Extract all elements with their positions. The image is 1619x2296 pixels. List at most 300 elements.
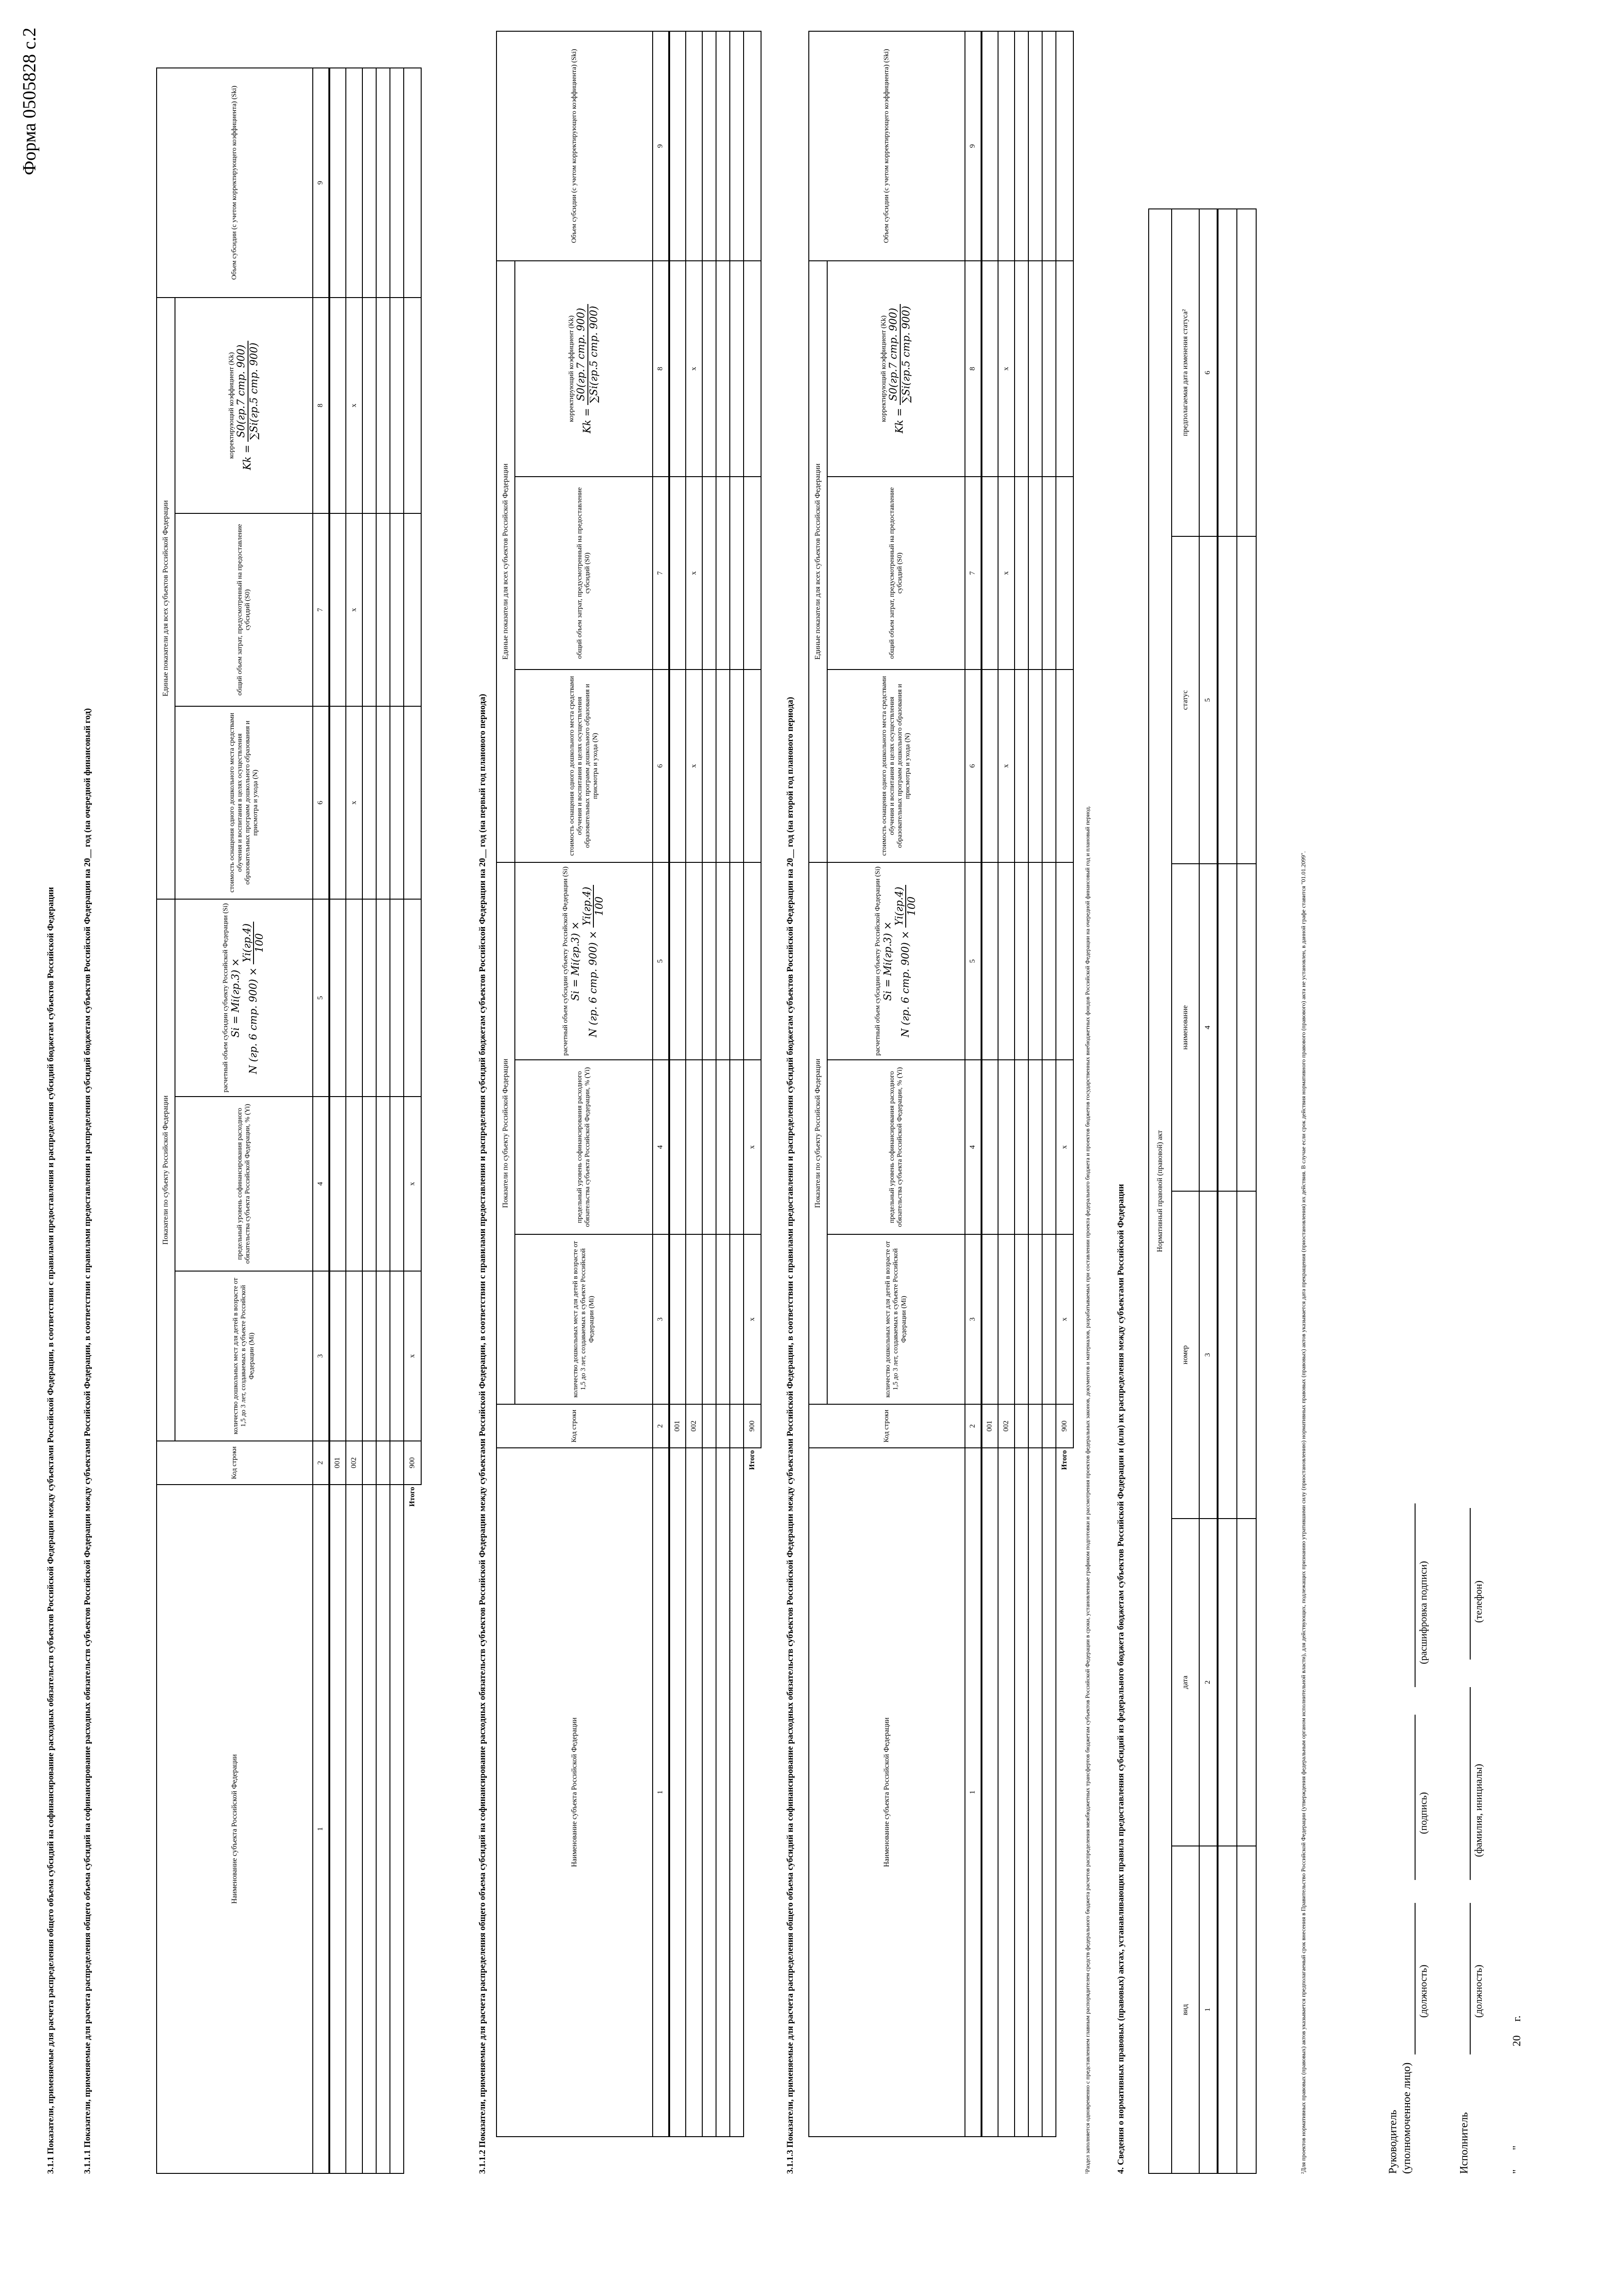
- x-mark: х: [404, 1271, 421, 1441]
- column-number: 6: [653, 670, 669, 862]
- data-cell[interactable]: [730, 1060, 744, 1234]
- data-cell[interactable]: [329, 899, 346, 1097]
- data-cell[interactable]: [686, 1234, 702, 1404]
- total-code: 900: [744, 1404, 761, 1448]
- data-cell[interactable]: [1028, 670, 1042, 862]
- correction-coef-header: [515, 261, 653, 477]
- data-cell[interactable]: [716, 1448, 730, 2137]
- subsidy-volume-header: Объем субсидии (с учетом корректирующего коэффициента) (Ski): [157, 68, 313, 298]
- formula-part: Kk =: [894, 408, 906, 433]
- data-cell[interactable]: [702, 1404, 716, 1448]
- data-cell[interactable]: [1015, 31, 1028, 261]
- t4-cell[interactable]: [1237, 1846, 1256, 2173]
- t4-cell[interactable]: [1218, 1846, 1237, 2173]
- column-number: 9: [653, 31, 669, 261]
- data-cell[interactable]: [669, 1060, 686, 1234]
- total-cell[interactable]: [744, 477, 761, 670]
- cofinancing-level-header: предельный уровень софинансирования расходного обязательства субъекта Российской Федерации, % (Yi): [515, 1060, 653, 1234]
- t4-cell[interactable]: [1237, 1519, 1256, 1846]
- calc-subsidy-formula: [882, 865, 918, 1058]
- data-cell[interactable]: [730, 261, 744, 477]
- data-cell[interactable]: [1028, 477, 1042, 670]
- data-cell[interactable]: [390, 1441, 404, 1485]
- data-cell[interactable]: [376, 68, 390, 298]
- data-cell[interactable]: [716, 862, 730, 1060]
- formula-denominator: ∑Si(гр.5 стр. 900): [588, 306, 600, 403]
- t4-cell[interactable]: [1237, 864, 1256, 1191]
- section-3-1-1-title: 3.1.1 Показатели, применяемые для расчета распределения общего объема субсидий на софинансирование расходных обязательств субъектов Российской Федерации между субъектами Российской Федерации, в соответствии с правилами предоставления и распределения субсидий бюджетам субъектов Российской Федерации: [46, 887, 56, 2174]
- data-cell[interactable]: [702, 261, 716, 477]
- formula-part: N (гр. 6 стр. 900) ×: [248, 967, 259, 1074]
- data-cell[interactable]: [730, 1404, 744, 1448]
- data-cell[interactable]: [702, 477, 716, 670]
- t4-num: 4: [1199, 864, 1218, 1191]
- data-cell[interactable]: [376, 513, 390, 706]
- column-number: 7: [313, 513, 329, 706]
- data-cell[interactable]: [669, 261, 686, 477]
- data-cell[interactable]: [1015, 477, 1028, 670]
- data-cell[interactable]: [1042, 261, 1056, 477]
- data-cell[interactable]: [716, 477, 730, 670]
- data-cell[interactable]: [376, 298, 390, 513]
- formula-fraction: [242, 922, 266, 964]
- formula-part: N (гр. 6 стр. 900) ×: [900, 930, 912, 1037]
- decode-caption: (расшифровка подписи): [1417, 1561, 1429, 1664]
- data-cell[interactable]: [982, 31, 998, 261]
- total-code: 900: [1056, 1404, 1073, 1448]
- subsidy-volume-header: Объем субсидии (с учетом корректирующего коэффициента) (Ski): [496, 31, 653, 261]
- data-cell[interactable]: [1042, 1448, 1056, 2137]
- table-2-title: 3.1.1.2 Показатели, применяемые для расчета распределения общего объема субсидий на софинансирование расходных обязательств субъектов Российской Федерации между субъектами Российской Федерации, в соответствии с правилами предоставления и распределения субсидий бюджетам субъектов Российской Федерации на 20__ год (на первый год планового периода): [478, 694, 487, 2174]
- data-cell[interactable]: [982, 1234, 998, 1404]
- correction-coef-title: корректирующий коэффициент (Kk): [568, 315, 575, 422]
- formula-denominator: ∑Si(гр.5 стр. 900): [900, 306, 912, 403]
- data-cell[interactable]: [716, 261, 730, 477]
- total-costs-header: общий объем затрат, предусмотренный на предоставление субсидий (S0): [515, 477, 653, 670]
- footnote-2: ²Для проектов нормативных правовых (правовых) актов указывается предполагаемый срок внесения в Правительство Российской Федерации (утверждения федеральным органом исполнительной власти), для действующих, подлежащих признанию утратившими силу (приостановлению) нормативных правовых (правовых) актов указывается дата прекращения (приостановления) их действия. В случае если срок действия нормативного правового (правового) акта не установлен, в данной графе ставится "01.01.2099".: [1300, 851, 1307, 2174]
- data-cell[interactable]: [1015, 1060, 1028, 1234]
- formula-numerator: S0(гр.7 стр. 900): [888, 304, 900, 405]
- data-cell[interactable]: [1042, 1404, 1056, 1448]
- places-count-header: количество дошкольных мест для детей в возрасте от 1,5 до 3 лет, создаваемых в субъекте Российской Федерации (Mi): [515, 1234, 653, 1404]
- equipment-cost-header: стоимость оснащения одного дошкольного места средствами обучения и воспитания в целях осуществления образовательных программ дошкольного образования и присмотра и ухода (N): [515, 670, 653, 862]
- data-cell[interactable]: [702, 1448, 716, 2137]
- column-number: 5: [965, 862, 982, 1060]
- t4-cell[interactable]: [1218, 209, 1237, 536]
- data-cell[interactable]: [1042, 670, 1056, 862]
- subsidy-volume-header: Объем субсидии (с учетом корректирующего коэффициента) (Ski): [809, 31, 965, 261]
- t4-cell[interactable]: [1218, 1191, 1237, 1519]
- formula-denominator: 100: [906, 896, 918, 916]
- column-number: 2: [965, 1404, 982, 1448]
- data-cell[interactable]: [362, 513, 376, 706]
- total-cell[interactable]: [404, 298, 421, 513]
- data-cell[interactable]: [1042, 1060, 1056, 1234]
- data-cell[interactable]: [390, 706, 404, 899]
- x-mark: х: [998, 670, 1015, 862]
- table-2: [496, 31, 762, 2137]
- column-number: 3: [313, 1271, 329, 1441]
- data-cell[interactable]: [730, 31, 744, 261]
- t4-num: 2: [1199, 1519, 1218, 1846]
- data-cell[interactable]: [669, 862, 686, 1060]
- t4-cell[interactable]: [1237, 536, 1256, 864]
- data-cell[interactable]: [716, 1234, 730, 1404]
- form-number: Форма 0505828 с.2: [19, 28, 39, 175]
- total-cell[interactable]: [404, 706, 421, 899]
- data-cell[interactable]: [669, 477, 686, 670]
- column-number: 3: [653, 1234, 669, 1404]
- x-mark: х: [744, 1234, 761, 1404]
- subject-name-header: Наименование субъекта Российской Федерации: [157, 1485, 313, 2173]
- total-cell[interactable]: [744, 670, 761, 862]
- x-mark: х: [1056, 1234, 1073, 1404]
- subject-name-cell[interactable]: [346, 1485, 362, 2173]
- data-cell[interactable]: [376, 899, 390, 1097]
- data-cell[interactable]: [730, 1234, 744, 1404]
- data-cell[interactable]: [362, 68, 376, 298]
- row-code: 001: [982, 1404, 998, 1448]
- subject-indicators-header: Показатели по субъекту Российской Федерации: [157, 899, 175, 1441]
- formula-denominator: 100: [254, 933, 266, 953]
- data-cell[interactable]: [1042, 477, 1056, 670]
- t4-cell[interactable]: [1218, 864, 1237, 1191]
- row-code-header: Код строки: [809, 1404, 965, 1448]
- data-cell[interactable]: [1028, 261, 1042, 477]
- data-cell[interactable]: [346, 68, 362, 298]
- common-indicators-header: Единые показатели для всех субъектов Российской Федерации: [157, 298, 175, 899]
- head-label: Руководитель: [1387, 2110, 1399, 2174]
- column-number: 1: [313, 1485, 329, 2173]
- data-cell[interactable]: [1028, 1404, 1042, 1448]
- total-cell[interactable]: [1056, 670, 1073, 862]
- data-cell[interactable]: [376, 1485, 390, 2173]
- footnote-1: ¹Раздел заполняется одновременно с представлением главным распорядителем средств федерального бюджета расчетов распределения межбюджетных трансфертов бюджетам субъектов Российской Федерации в сроки, установленные графиком подготовки и рассмотрения проектов федеральных законов, документов и материалов, разрабатываемых при составлении проекта федерального бюджета и проектов бюджетов государственных внебюджетных фондов Российской Федерации на очередной финансовый год и плановый период.: [1084, 805, 1091, 2174]
- table-1-title: 3.1.1.1 Показатели, применяемые для расчета распределения общего объема субсидий на софинансирование расходных обязательств субъектов Российской Федерации между субъектами Российской Федерации, в соответствии с правилами предоставления и распределения субсидий бюджетам субъектов Российской Федерации на 20__ год (на очередной финансовый год): [83, 708, 92, 2174]
- subject-name-cell[interactable]: [329, 1485, 346, 2173]
- calc-subsidy-header: [827, 862, 965, 1060]
- calc-subsidy-title: расчетный объем субсидии субъекту Российской Федерации (Si): [222, 903, 230, 1092]
- total-costs-header: общий объем затрат, предусмотренный на предоставление субсидий (S0): [175, 513, 313, 706]
- data-cell[interactable]: [730, 477, 744, 670]
- executor-position-line[interactable]: [1470, 1903, 1471, 2054]
- correction-coef-formula: [888, 263, 912, 474]
- data-cell[interactable]: [362, 1441, 376, 1485]
- total-cell[interactable]: [404, 513, 421, 706]
- data-cell[interactable]: [686, 862, 702, 1060]
- row-code: 002: [686, 1404, 702, 1448]
- fio-caption: (фамилия, инициалы): [1472, 1764, 1484, 1857]
- common-indicators-header: Единые показатели для всех субъектов Российской Федерации: [496, 261, 515, 862]
- t4-col-kind: вид: [1172, 1846, 1199, 2173]
- column-number: 2: [653, 1404, 669, 1448]
- column-number: 5: [653, 862, 669, 1060]
- data-cell[interactable]: [730, 1448, 744, 2137]
- date-line[interactable]: " " 20 г.: [1511, 2015, 1523, 2174]
- places-count-header: количество дошкольных мест для детей в возрасте от 1,5 до 3 лет, создаваемых в субъекте Российской Федерации (Mi): [827, 1234, 965, 1404]
- formula-part: Kk =: [242, 445, 254, 470]
- column-number: 5: [313, 899, 329, 1097]
- column-number: 2: [313, 1441, 329, 1485]
- data-cell[interactable]: [329, 706, 346, 899]
- data-cell[interactable]: [376, 1441, 390, 1485]
- data-cell[interactable]: [716, 31, 730, 261]
- t4-cell[interactable]: [1237, 1191, 1256, 1519]
- data-cell[interactable]: [329, 298, 346, 513]
- x-mark: х: [346, 513, 362, 706]
- total-cell[interactable]: [744, 261, 761, 477]
- t4-num: 3: [1199, 1191, 1218, 1519]
- equipment-cost-header: стоимость оснащения одного дошкольного места средствами обучения и воспитания в целях осуществления образовательных программ дошкольного образования и присмотра и ухода (N): [175, 706, 313, 899]
- data-cell[interactable]: [362, 298, 376, 513]
- common-indicators-header: Единые показатели для всех субъектов Российской Федерации: [809, 261, 827, 862]
- correction-coef-header: [175, 298, 313, 513]
- x-mark: х: [1056, 1060, 1073, 1234]
- subject-name-cell[interactable]: [669, 1448, 686, 2137]
- data-cell[interactable]: [998, 1234, 1015, 1404]
- data-cell[interactable]: [1015, 670, 1028, 862]
- formula-part: Si = Mi(гр.3) ×: [882, 921, 894, 1001]
- t4-group-header: Нормативный правовой (правовой) акт: [1149, 209, 1172, 2173]
- section-4-title: 4. Сведения о нормативных правовых (правовых) актах, устанавливающих правила предоставления субсидий из федерального бюджета бюджетам субъектов Российской Федерации и (или) их распределения между субъектами Российской Федерации: [1116, 1184, 1126, 2174]
- subject-name-cell[interactable]: [982, 1448, 998, 2137]
- data-cell[interactable]: [390, 68, 404, 298]
- data-cell[interactable]: [362, 899, 376, 1097]
- data-cell[interactable]: [1015, 1404, 1028, 1448]
- correction-coef-formula: [575, 263, 600, 474]
- data-cell[interactable]: [1028, 862, 1042, 1060]
- x-mark: х: [998, 261, 1015, 477]
- calc-subsidy-header: [175, 899, 313, 1097]
- table-4: [1148, 208, 1257, 2174]
- data-cell[interactable]: [376, 706, 390, 899]
- column-number: 8: [653, 261, 669, 477]
- data-cell[interactable]: [998, 862, 1015, 1060]
- column-number: 6: [965, 670, 982, 862]
- t4-col-date: дата: [1172, 1519, 1199, 1846]
- column-number: 7: [653, 477, 669, 670]
- data-cell[interactable]: [1042, 1234, 1056, 1404]
- data-cell[interactable]: [1015, 1234, 1028, 1404]
- data-cell[interactable]: [1015, 1448, 1028, 2137]
- formula-fraction: [575, 304, 600, 405]
- data-cell[interactable]: [982, 670, 998, 862]
- t4-cell[interactable]: [1218, 536, 1237, 864]
- data-cell[interactable]: [669, 1234, 686, 1404]
- data-cell[interactable]: [669, 670, 686, 862]
- column-number: 6: [313, 706, 329, 899]
- data-cell[interactable]: [702, 862, 716, 1060]
- data-cell[interactable]: [346, 1271, 362, 1441]
- formula-part: N (гр. 6 стр. 900) ×: [587, 930, 599, 1037]
- data-cell[interactable]: [329, 1097, 346, 1271]
- data-cell[interactable]: [346, 1097, 362, 1271]
- total-cell[interactable]: [744, 862, 761, 1060]
- data-cell[interactable]: [1042, 862, 1056, 1060]
- t4-cell[interactable]: [1237, 209, 1256, 536]
- data-cell[interactable]: [390, 513, 404, 706]
- data-cell[interactable]: [390, 1271, 404, 1441]
- position-line[interactable]: [1415, 1903, 1416, 2054]
- total-cell[interactable]: [1056, 862, 1073, 1060]
- row-code-header: Код строки: [496, 1404, 653, 1448]
- t4-col-name: наименование: [1172, 864, 1199, 1191]
- column-number: 9: [313, 68, 329, 298]
- data-cell[interactable]: [376, 1271, 390, 1441]
- column-number: 8: [313, 298, 329, 513]
- total-cell[interactable]: [1056, 261, 1073, 477]
- formula-fraction: [236, 341, 260, 441]
- column-number: 4: [965, 1060, 982, 1234]
- data-cell[interactable]: [1028, 1234, 1042, 1404]
- row-code: 001: [669, 1404, 686, 1448]
- formula-fraction: [581, 885, 606, 928]
- data-cell[interactable]: [1028, 1060, 1042, 1234]
- data-cell[interactable]: [390, 899, 404, 1097]
- formula-denominator: 100: [594, 896, 606, 916]
- total-label: Итого: [408, 1487, 417, 1507]
- head-label-2: (уполномоченное лицо): [1401, 2062, 1413, 2174]
- x-mark: х: [686, 670, 702, 862]
- t4-col-number: номер: [1172, 1191, 1199, 1519]
- x-mark: х: [346, 298, 362, 513]
- data-cell[interactable]: [686, 1060, 702, 1234]
- column-number: 1: [965, 1448, 982, 2137]
- total-label: Итого: [748, 1450, 756, 1470]
- calc-subsidy-header: [515, 862, 653, 1060]
- t4-num: 6: [1199, 209, 1218, 536]
- data-cell[interactable]: [390, 298, 404, 513]
- column-number: 4: [313, 1097, 329, 1271]
- data-cell[interactable]: [702, 31, 716, 261]
- data-cell[interactable]: [730, 670, 744, 862]
- data-cell[interactable]: [982, 862, 998, 1060]
- t4-num: 5: [1199, 536, 1218, 864]
- executor-position-caption: (должность): [1472, 1964, 1484, 2018]
- fio-line[interactable]: [1470, 1687, 1471, 1880]
- formula-numerator: S0(гр.7 стр. 900): [236, 341, 248, 441]
- x-mark: х: [998, 477, 1015, 670]
- data-cell[interactable]: [669, 31, 686, 261]
- table-1: [156, 68, 422, 2174]
- x-mark: х: [404, 1097, 421, 1271]
- cofinancing-level-header: предельный уровень софинансирования расходного обязательства субъекта Российской Федерации, % (Yi): [827, 1060, 965, 1234]
- subject-indicators-header: Показатели по субъекту Российской Федерации: [496, 862, 515, 1404]
- formula-denominator: ∑Si(гр.5 стр. 900): [248, 343, 260, 440]
- data-cell[interactable]: [716, 1404, 730, 1448]
- data-cell[interactable]: [702, 670, 716, 862]
- correction-coef-title: корректирующий коэффициент (Kk): [228, 352, 236, 459]
- data-cell[interactable]: [1042, 31, 1056, 261]
- row-code-header: Код строки: [157, 1441, 313, 1485]
- data-cell[interactable]: [346, 899, 362, 1097]
- decode-line[interactable]: [1415, 1503, 1416, 1687]
- data-cell[interactable]: [390, 1097, 404, 1271]
- column-number: 1: [653, 1448, 669, 2137]
- data-cell[interactable]: [982, 261, 998, 477]
- t4-num: 1: [1199, 1846, 1218, 2173]
- total-code: 900: [404, 1441, 421, 1485]
- places-count-header: количество дошкольных мест для детей в возрасте от 1,5 до 3 лет, создаваемых в субъекте Российской Федерации (Mi): [175, 1271, 313, 1441]
- phone-caption: (телефон): [1472, 1580, 1484, 1623]
- formula-numerator: Yi(гр.4): [581, 885, 594, 928]
- formula-fraction: [894, 885, 918, 928]
- row-code: 001: [329, 1441, 346, 1485]
- column-number: 4: [653, 1060, 669, 1234]
- data-cell[interactable]: [1028, 31, 1042, 261]
- data-cell[interactable]: [998, 31, 1015, 261]
- row-code: 002: [998, 1404, 1015, 1448]
- subject-indicators-header: Показатели по субъекту Российской Федерации: [809, 862, 827, 1404]
- formula-numerator: Yi(гр.4): [894, 885, 906, 928]
- subject-name-header: Наименование субъекта Российской Федерации: [496, 1448, 653, 2137]
- data-cell[interactable]: [362, 1097, 376, 1271]
- data-cell[interactable]: [998, 1060, 1015, 1234]
- data-cell[interactable]: [982, 1060, 998, 1234]
- signature-line[interactable]: [1415, 1715, 1416, 1880]
- data-cell[interactable]: [390, 1485, 404, 2173]
- equipment-cost-header: стоимость оснащения одного дошкольного места средствами обучения и воспитания в целях осуществления образовательных программ дошкольного образования и присмотра и ухода (N): [827, 670, 965, 862]
- data-cell[interactable]: [716, 1060, 730, 1234]
- formula-part: Si = Mi(гр.3) ×: [570, 921, 581, 1001]
- column-number: 8: [965, 261, 982, 477]
- data-cell[interactable]: [730, 862, 744, 1060]
- data-cell[interactable]: [702, 1060, 716, 1234]
- data-cell[interactable]: [1028, 1448, 1042, 2137]
- data-cell[interactable]: [702, 1234, 716, 1404]
- data-cell[interactable]: [329, 513, 346, 706]
- data-cell[interactable]: [1015, 261, 1028, 477]
- table-3: [808, 31, 1074, 2137]
- signature-caption: (подпись): [1417, 1792, 1429, 1834]
- correction-coef-header: [827, 261, 965, 477]
- data-cell[interactable]: [686, 31, 702, 261]
- total-label: Итого: [1061, 1450, 1069, 1470]
- phone-line[interactable]: [1470, 1508, 1471, 1660]
- formula-part: Si = Mi(гр.3) ×: [230, 958, 242, 1038]
- position-caption: (должность): [1417, 1964, 1429, 2018]
- data-cell[interactable]: [716, 670, 730, 862]
- data-cell[interactable]: [376, 1097, 390, 1271]
- x-mark: х: [686, 477, 702, 670]
- data-cell[interactable]: [1015, 862, 1028, 1060]
- data-cell[interactable]: [329, 1271, 346, 1441]
- total-cell[interactable]: [744, 31, 761, 261]
- subject-name-header: Наименование субъекта Российской Федерации: [809, 1448, 965, 2137]
- total-cell[interactable]: [1056, 31, 1073, 261]
- subject-name-cell[interactable]: [686, 1448, 702, 2137]
- row-code: 002: [346, 1441, 362, 1485]
- t4-cell[interactable]: [1218, 1519, 1237, 1846]
- x-mark: х: [744, 1060, 761, 1234]
- data-cell[interactable]: [362, 706, 376, 899]
- subject-name-cell[interactable]: [998, 1448, 1015, 2137]
- x-mark: х: [346, 706, 362, 899]
- total-costs-header: общий объем затрат, предусмотренный на предоставление субсидий (S0): [827, 477, 965, 670]
- column-number: 3: [965, 1234, 982, 1404]
- total-cell[interactable]: [1056, 477, 1073, 670]
- correction-coef-formula: [236, 300, 260, 511]
- formula-numerator: Yi(гр.4): [242, 922, 254, 964]
- data-cell[interactable]: [982, 477, 998, 670]
- total-cell[interactable]: [404, 68, 421, 298]
- data-cell[interactable]: [362, 1271, 376, 1441]
- data-cell[interactable]: [362, 1485, 376, 2173]
- calc-subsidy-title: расчетный объем субсидии субъекту Российской Федерации (Si): [874, 867, 882, 1056]
- total-cell[interactable]: [404, 899, 421, 1097]
- t4-col-status-date: предполагаемая дата изменения статуса²: [1172, 209, 1199, 536]
- data-cell[interactable]: [329, 68, 346, 298]
